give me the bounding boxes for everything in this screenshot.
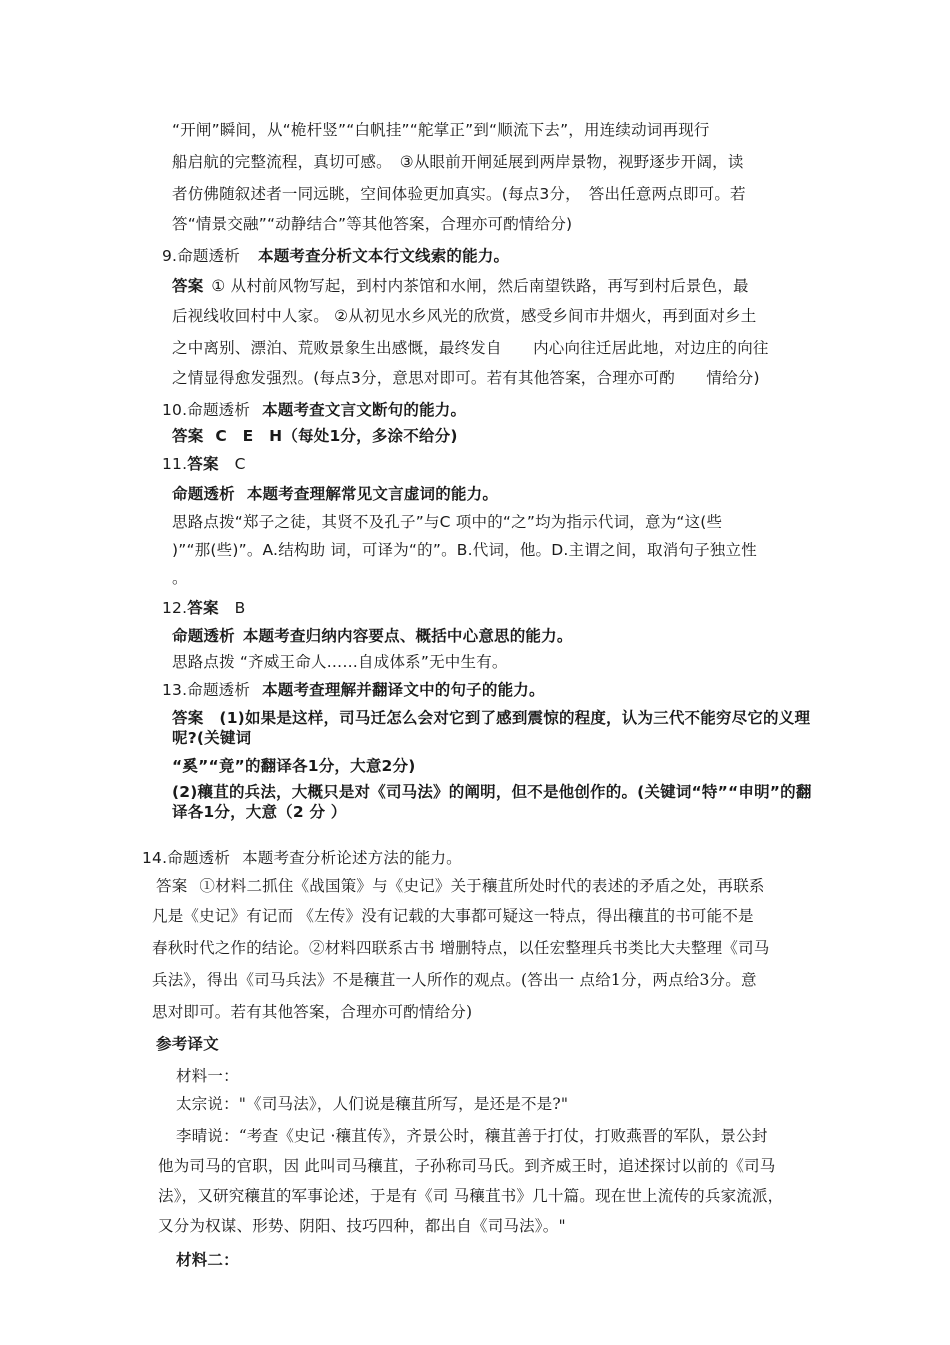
translation-paragraph-2-line-4: 又分为权谋、形势、阴阳、技巧四种，都出自《司马法》。" [158, 1217, 566, 1235]
q10-analysis-row [162, 400, 466, 420]
q12-answer-label: 答案 [187, 599, 219, 617]
q11-analysis-row [172, 484, 498, 504]
q9-number: 9. [162, 247, 178, 265]
q9-analysis-row [162, 246, 509, 266]
q13-answer-label: 答案 [172, 709, 204, 727]
q11-number: 11. [162, 455, 188, 473]
q13-number: 13. [162, 681, 188, 699]
q10-answer-text: C E H（每处1分，多涂不给分) [215, 427, 458, 445]
q9-analysis-label: 命题透析 [177, 247, 241, 265]
q8-line-1: “开闸”瞬间，从“桅杆竖”“白帆挂”“舵掌正”到“顺流下去”，用连续动词再现行 [172, 121, 710, 139]
translation-paragraph-2-line-3: 法》，又研究穰苴的军事论述，于是有《司 马穰苴书》几十篇。现在世上流传的兵家流派， [158, 1187, 784, 1205]
q14-answer-line-1 [156, 876, 765, 896]
q13-answer-text-1: (1)如果是这样，司马迁怎么会对它到了感到震惊的程度，认为三代不能穷尽它的义理 [219, 709, 811, 727]
q14-number: 14. [142, 849, 168, 867]
q8-line-4: 答“情景交融”“动静结合”等其他答案，合理亦可酌情给分) [172, 215, 573, 233]
q8-line-3: 者仿佛随叙述者一同远眺，空间体验更加真实。(每点3分， 答出任意两点即可。若 [172, 185, 746, 203]
q14-answer-line-4: 兵法》，得出《司马兵法》不是穰苴一人所作的观点。(答出一 点给1分，两点给3分。意 [152, 971, 757, 989]
q14-answer-text-1: ①材料二抓住《战国策》与《史记》关于穰苴所处时代的表述的矛盾之处，再联系 [199, 877, 765, 895]
q13-answer-line-5: 译各1分，大意（2 分 ） [172, 803, 347, 821]
q14-analysis-text: 本题考查分析论述方法的能力。 [242, 849, 462, 867]
q13-analysis-row [162, 680, 545, 700]
q11-answer-label: 答案 [187, 455, 219, 473]
material-1-label: 材料一： [176, 1067, 239, 1085]
q11-answer-row [162, 454, 246, 474]
q9-answer-line-2: 后视线收回村中人家。 ②从初见水乡风光的欣赏，感受乡间市井烟火，再到面对乡土 [172, 307, 757, 325]
q10-analysis-label: 命题透析 [187, 401, 251, 419]
q14-analysis-label: 命题透析 [167, 849, 231, 867]
q13-answer-line-1 [172, 708, 810, 728]
q9-answer-line-3: 之中离别、漂泊、荒败景象生出感慨，最终发自 内心向往迁居此地，对边庄的向往 [172, 339, 769, 357]
q14-answer-label: 答案 [156, 877, 188, 895]
q12-answer-text: B [234, 599, 246, 617]
q9-answer-label: 答案 [172, 277, 204, 295]
q11-tip-line-3: 。 [172, 569, 188, 587]
q9-answer-line-4: 之情显得愈发强烈。(每点3分，意思对即可。若有其他答案，合理亦可酌 情给分) [172, 369, 760, 387]
q11-tip-line-2: )”“那(些)”。A.结构助 词，可译为“的”。B.代词，他。D.主谓之间，取消句子独立性 [172, 541, 757, 559]
q14-answer-line-5: 思对即可。若有其他答案，合理亦可酌情给分) [152, 1003, 473, 1021]
q12-analysis-text: 本题考查归纳内容要点、概括中心意思的能力。 [242, 626, 573, 645]
q13-answer-line-4: (2)穰苴的兵法，大概只是对《司马法》的阐明，但不是他创作的。(关键词“特”“申明”的翻 [172, 783, 812, 801]
q12-answer-row [162, 598, 246, 618]
material-2-label: 材料二： [176, 1251, 239, 1269]
translation-paragraph-2-line-1: 李晴说：“考查《史记 ·穰苴传》，齐景公时，穰苴善于打仗，打败燕晋的军队，景公封 [176, 1127, 768, 1145]
translation-paragraph-2-line-2: 他为司马的官职，因 此叫司马穰苴，子孙称司马氏。到齐威王时，追述探讨以前的《司马 [158, 1157, 776, 1175]
q11-tip-line-1: 思路点拨“郑子之徒，其贤不及孔子”与C 项中的“之”均为指示代词，意为“这(些 [172, 513, 723, 531]
q10-answer-row [172, 426, 458, 446]
translation-paragraph-1: 太宗说："《司马法》，人们说是穰苴所写，是还是不是?" [176, 1095, 569, 1113]
q14-answer-line-3: 春秋时代之作的结论。②材料四联系古书 增删特点，以任宏整理兵书类比大夫整理《司马 [152, 939, 770, 957]
q14-analysis-row [142, 848, 462, 868]
q12-analysis-label: 命题透析 [172, 627, 235, 645]
q14-answer-line-2: 凡是《史记》有记而 《左传》没有记载的大事都可疑这一特点，得出穰苴的书可能不是 [152, 907, 754, 925]
q11-analysis-label: 命题透析 [172, 485, 235, 503]
q10-analysis-text: 本题考查文言文断句的能力。 [262, 400, 467, 419]
q12-analysis-row [172, 626, 573, 646]
q8-line-2: 船启航的完整流程，真切可感。 ③从眼前开闸延展到两岸景物，视野逐步开阔，读 [172, 153, 744, 171]
translation-heading: 参考译文 [156, 1035, 219, 1053]
q12-number: 12. [162, 599, 188, 617]
q11-analysis-text: 本题考查理解常见文言虚词的能力。 [246, 484, 499, 503]
q9-answer-line-1 [172, 276, 749, 296]
q13-answer-line-3: “奚”“竟”的翻译各1分，大意2分) [172, 757, 416, 775]
q13-analysis-label: 命题透析 [187, 681, 251, 699]
q12-tip: 思路点拨 “齐威王命人……自成体系”无中生有。 [172, 653, 508, 671]
q10-number: 10. [162, 401, 188, 419]
q13-answer-line-2: 呢?(关键词 [172, 729, 252, 747]
q9-analysis-text: 本题考查分析文本行文线索的能力。 [258, 246, 510, 265]
q11-answer-text: C [234, 455, 246, 473]
q10-answer-label: 答案 [172, 427, 204, 445]
q13-analysis-text: 本题考查理解并翻译文中的句子的能力。 [262, 680, 545, 699]
q9-answer-text-1: ① 从村前风物写起，到村内茶馆和水闸，然后南望铁路，再写到村后景色，最 [211, 277, 749, 295]
